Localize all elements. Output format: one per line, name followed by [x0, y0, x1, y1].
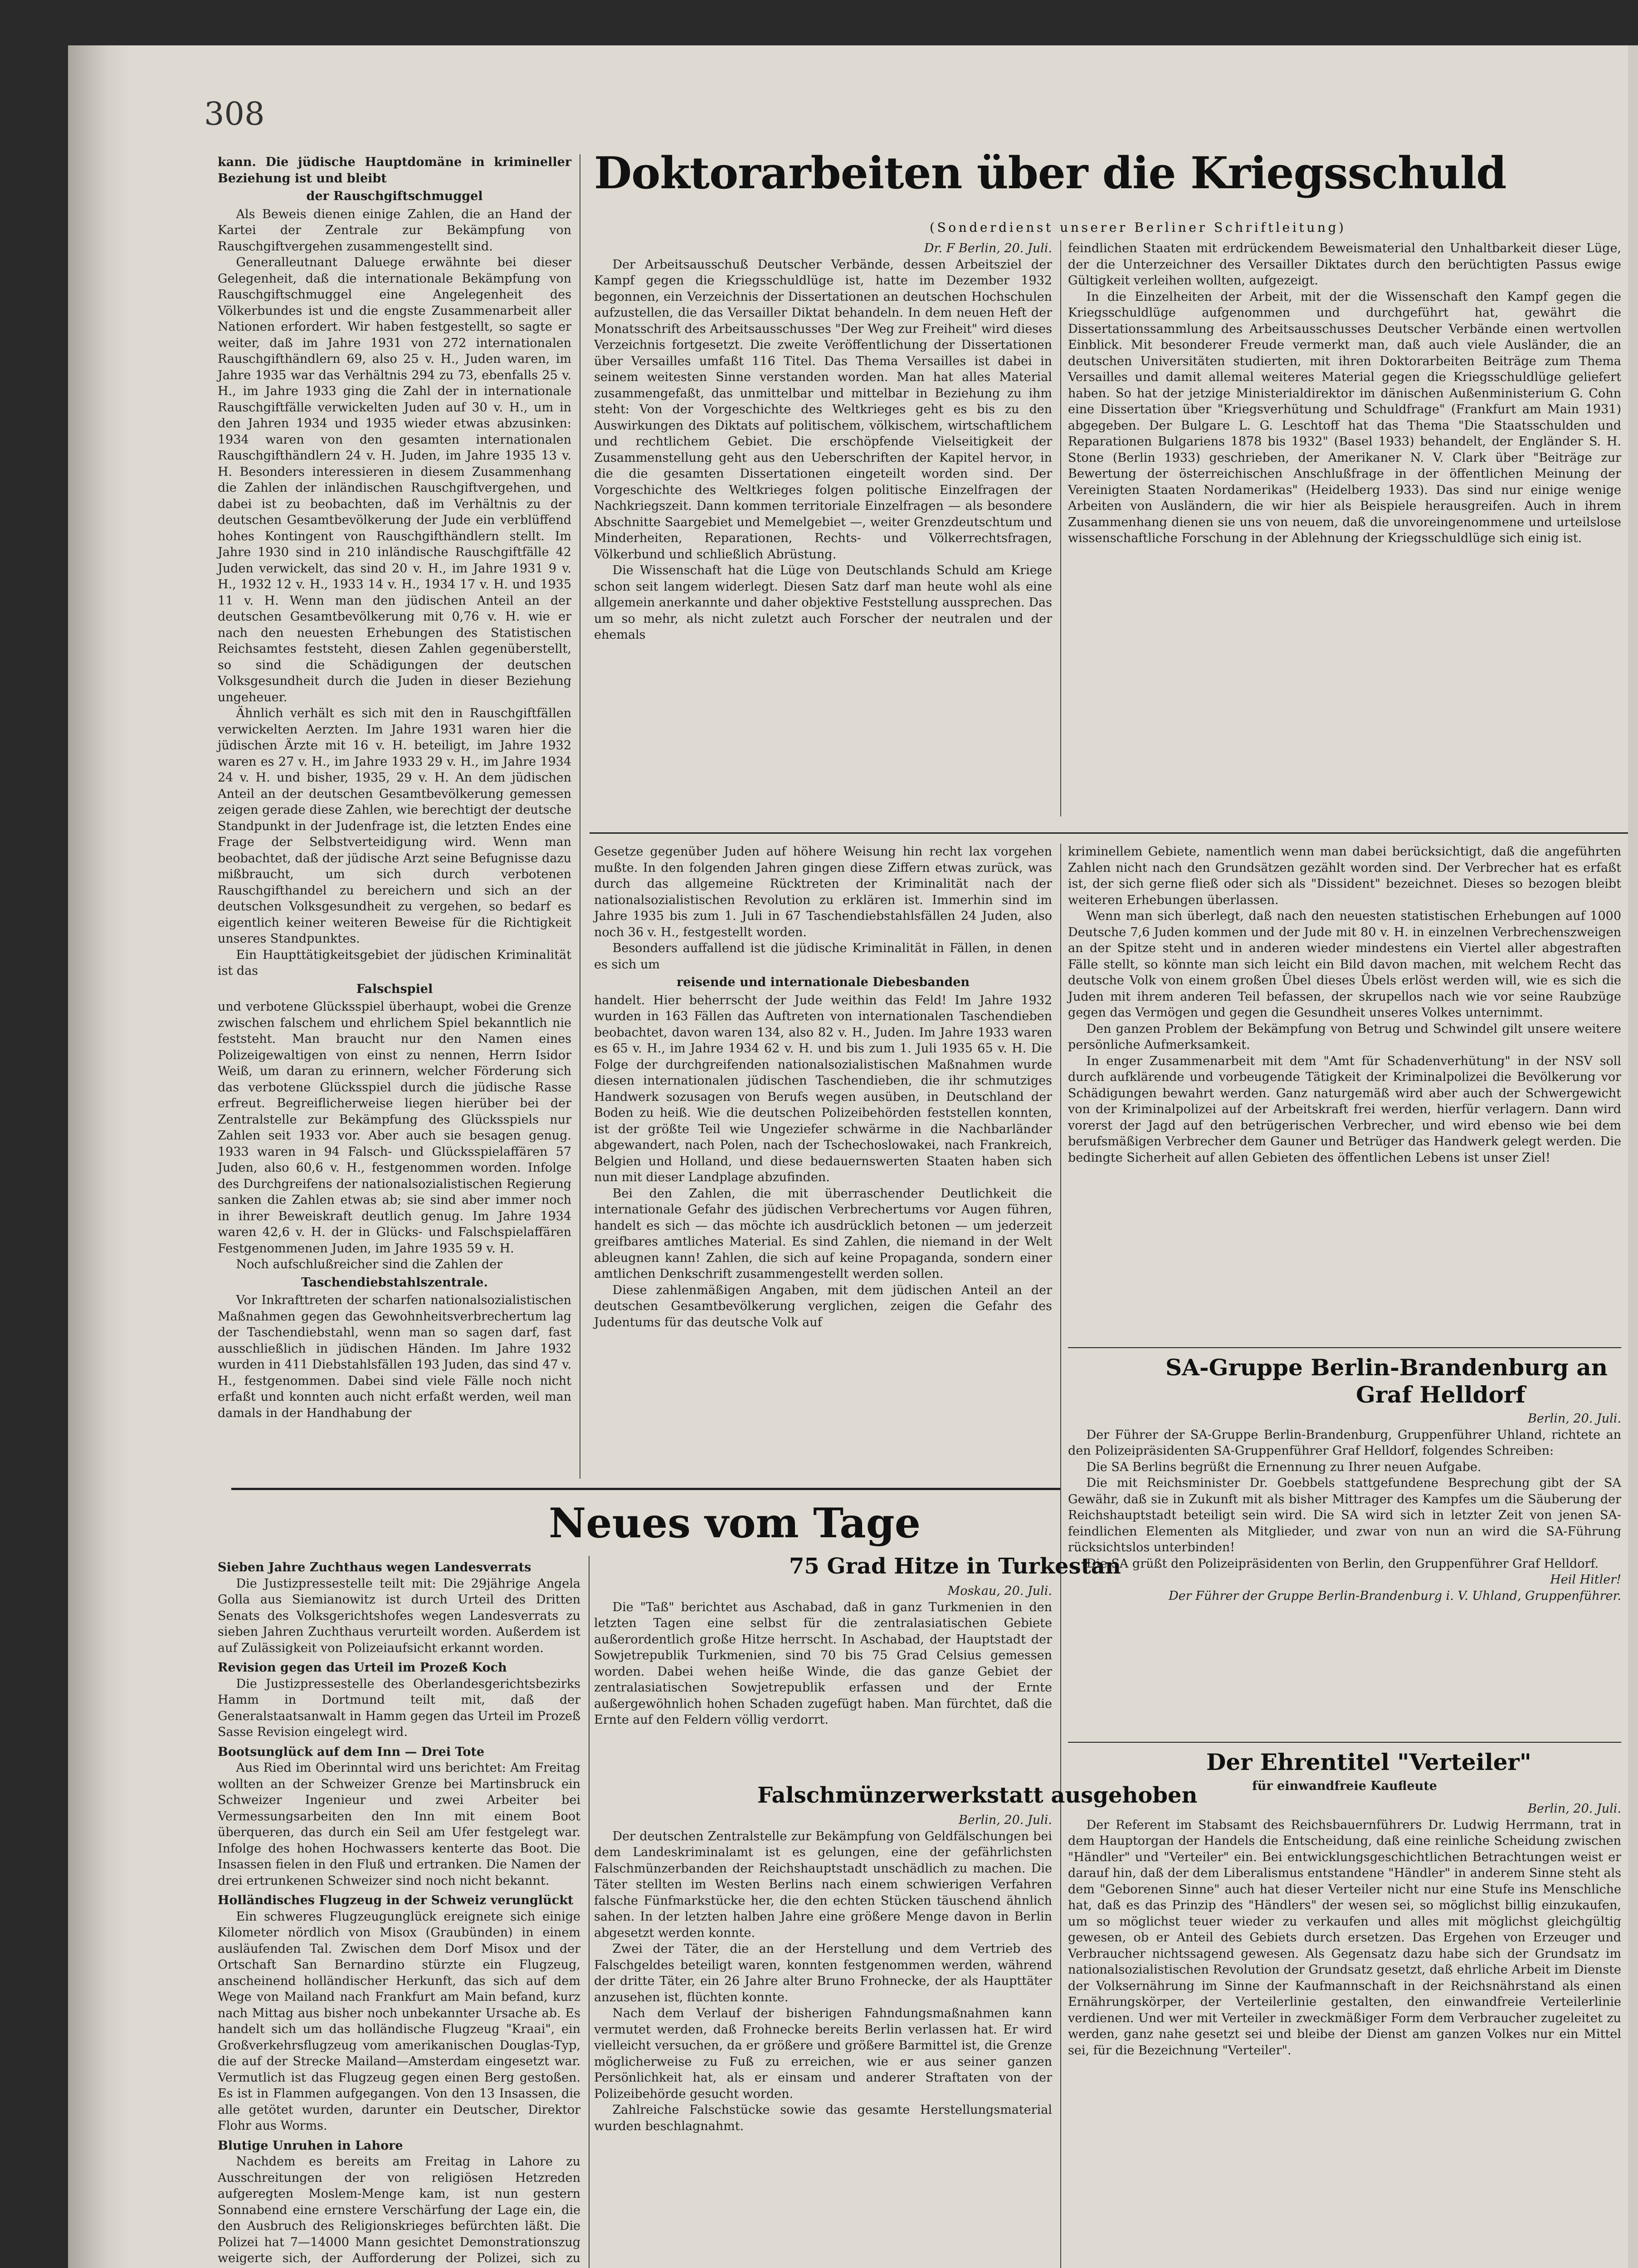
- dateline: Berlin, 20. Juli.: [958, 1813, 1052, 1827]
- section-rule: [1068, 1742, 1621, 1743]
- paragraph: Wenn man sich überlegt, daß nach den neuesten statistischen Erhebungen auf 1000 Deutsche 7,6 Juden kommen und der Jude mit 80 v. H. in einzelnen Verbrechenszweigen an der Spitze steht und in anderen wieder mindestens ein Viertel aller abgestraften Fälle stellt, so könnte man sich leicht ein Bild davon machen, mit welchem Recht das deutsche Volk von einem großen Übel dieses Übels erlöst werden will, wie es sich die Juden mit ihrem anderen Teil befassen, der skrupellos nach wie vor seine Raubzüge gegen das Vermögen und gegen die Gesundheit unseres Volkes unternimmt.: [1068, 909, 1621, 1020]
- paragraph: In enger Zusammenarbeit mit dem "Amt für Schadenverhütung" in der NSV soll durch aufklärende und vorbeugende Tätigkeit der Kriminalpolizei die Bevölkerung vor Schädigungen bewahrt werden. Ganz naturgemäß wird aber auch der Schwergewicht von der Kriminalpolizei auf der Arbeitskraft frei werden, hierfür verlagern. Dann wird vorerst der Jagd auf den betrügerischen Verbrecher, und wird ebenso wie bei dem berufsmäßigen Verbrecher dem Gauner und Betrüger das Handwerk gelegt werden. Die bedingte Sicherheit auf allen Gebieten des öffentlichen Lebens ist unser Ziel!: [1068, 1054, 1621, 1165]
- paragraph: Ein Haupttätigkeitsgebiet der jüdischen Kriminalität ist das: [218, 948, 571, 978]
- paragraph: Nach dem Verlauf der bisherigen Fahndungsmaßnahmen kann vermutet werden, daß Frohnecke bereits Berlin verlassen hat. Er wird vielleicht versuchen, da er größere und größere Barmittel ist, die Grenze möglicherweise zu Fuß zu erreichen, wie er aus seiner ganzen Persönlichkeit hat, als er einsam und anderer Straftaten von der Polizeibehörde gesucht worden.: [594, 2006, 1052, 2101]
- paragraph: Ähnlich verhält es sich mit den in Rauschgiftfällen verwickelten Aerzten. Im Jahre 1931 waren hier die jüdischen Ärzte mit 16 v. H. beteiligt, im Jahre 1932 waren es 27 v. H., im Jahre 1933 29 v. H., im Jahre 1934 24 v. H. und bisher, 1935, 29 v. H. An dem jüdischen Anteil an der deutschen Gesamtbevölkerung gemessen zeigen gerade diese Zahlen, wie berechtigt der deutsche Standpunkt in der Judenfrage ist, die letzten Endes eine Frage der Selbstverteidigung wird. Wenn man beobachtet, daß der jüdische Arzt seine Befugnisse dazu mißbraucht, um sich durch verbotenen Rauschgifthandel zu bereichern und sich an der deutschen Volksgesundheit zu vergehen, so bedarf es eigentlich keiner weiteren Beweise für die Richtigkeit unseres Standpunktes.: [218, 706, 571, 946]
- news-item-text: Aus Ried im Oberinntal wird uns berichtet: Am Freitag wollten an der Schweizer Grenze bei Martinsbruck ein Schweizer Ingenieur und zwei Arbeiter bei Vermessungsarbeiten den Inn mit einem Boot überqueren, das durch ein Seil am Ufer festgelegt war. Infolge des hohen Hochwassers kenterte das Boot. Die Insassen fielen in den Fluß und ertranken. Die Namen der drei ertrunkenen Schweizer sind noch nicht bekannt.: [218, 1761, 580, 1888]
- headline-falschmuenzer: Falschmünzerwerkstatt ausgehoben: [757, 1783, 1198, 1808]
- paragraph: feindlichen Staaten mit erdrückendem Beweismaterial den Unhaltbarkeit dieser Lüge, der die Unterzeichner des Versailler Diktates durch den berüchtigten Passus ewige Gültigkeit verleihen wollten, aufgezeigt.: [1068, 241, 1621, 288]
- dateline: Berlin, 20. Juli.: [1527, 1802, 1621, 1816]
- news-item-heading: Bootsunglück auf dem Inn — Drei Tote: [218, 1745, 485, 1759]
- neues-column-a: [218, 1556, 580, 2268]
- subheading-taschendiebstahl: Taschendiebstahlszentrale.: [301, 1275, 488, 1290]
- subheading-rauschgift: der Rauschgiftschmuggel: [306, 189, 483, 203]
- news-item-heading: Holländisches Flugzeug in der Schweiz verunglückt: [218, 1893, 574, 1907]
- signature: Der Führer der Gruppe Berlin-Brandenburg i. V. Uhland, Gruppenführer.: [1168, 1589, 1621, 1603]
- news-items-list: [218, 1559, 580, 2268]
- crime-continuation-column-a: [594, 844, 1052, 1476]
- paragraph: In die Einzelheiten der Arbeit, mit der die Wissenschaft den Kampf gegen die Kriegsschuldlüge aufgenommen und durchgeführt hat, gewährt die Dissertationssammlung des Arbeitsausschusses Deutscher Verbände einen wertvollen Einblick. Mit besonderer Freude vermerkt man, daß auch viele Ausländer, die an deutschen Universitäten studierten, mit ihren Doktorarbeiten Beiträge zum Thema Versailles und damit allemal weiteres Material gegen die Kriegsschuldlüge geliefert haben. So hat der jetzige Ministerialdirektor im dänischen Außenministerium G. Cohn eine Dissertation über "Kriegsverhütung und Schuldfrage" (Frankfurt am Main 1931) abgegeben. Der Bulgare L. G. Leschtoff hat das Thema "Die Staatsschulden und Reparationen Bulgariens 1878 bis 1932" (Basel 1933) behandelt, der Engländer S. H. Stone (Berlin 1933) geschrieben, der Amerikaner N. V. Clark über "Beiträge zur Bewertung der österreichischen Anschlußfrage in der öffentlichen Meinung der Vereinigten Staaten Nordamerikas" (Heidelberg 1933). Das sind nur einige wenige Arbeiten von Ausländern, die wir hier als Beispiele herausgreifen. Auch in ihrem Zusammenhang dienen sie uns von neuem, daß die unvoreingenommene und urteilslose wissenschaftliche Forschung in der Ablehnung der Kriegsschuldlüge sich einig ist.: [1068, 289, 1621, 545]
- closing-salute: Heil Hitler!: [1550, 1573, 1621, 1587]
- column-left-crime-article: [218, 154, 571, 1420]
- paragraph: Der Referent im Stabsamt des Reichsbauernführers Dr. Ludwig Herrmann, trat in dem Hauptorgan der Handels die Entscheidung, daß eine reinliche Scheidung zwischen "Händler" und "Verteiler" ein. Bei entwicklungsgeschichtlichen Betrachtungen weist er darauf hin, daß der dem Liberalismus entstandene "Händler" in anderem Sinne steht als dem "Geborenen Sinne" auch hat dieser Verteiler nicht nur eine Stufe ins Menschliche hat, daß es das Prinzip des "Händlers" der wesen sei, so möglichst billig einzukaufen, um so möglichst teuer wieder zu verkaufen und alles mit möglichst gleichgültig gewesen, ob er Anteil des Gebiets durch ersetzen. Das Ergehen von Erzeuger und Verbraucher nichtssagend gewesen. Als Gegensatz dazu habe sich der Grundsatz im nationalsozialistischen Revolution der Grundsatz gesetzt, daß ehrliche Arbeit im Dienste der Volksernährung im Sinne der Kaufmannschaft in der Reichsnährstand als einen Ernährungskörper, der Verteilerlinie gestalten, den einwandfreie Verteilerlinie verdienen. Und wer mit Verteiler in zweckmäßiger Form dem Verbraucher zugeleitet zu werden, ganz nahe gesetzt sei und bleibe der Dienst am ganzen Volkes nur ein Mittel sei, für die Bezeichnung "Verteiler".: [1068, 1818, 1621, 2058]
- newspaper-page: [68, 45, 1638, 2268]
- sa-article: [1068, 1411, 1621, 1737]
- column-rule: [1060, 240, 1061, 816]
- paragraph: Besonders auffallend ist die jüdische Kriminalität in Fällen, in denen es sich um: [594, 941, 1052, 972]
- dateline: Moskau, 20. Juli.: [947, 1584, 1052, 1598]
- headline-doktorarbeiten: Doktorarbeiten über die Kriegsschuld: [594, 147, 1506, 199]
- doktor-column-a: [594, 240, 1052, 821]
- section-rule: [1068, 1347, 1621, 1348]
- news-item-text: Die Justizpressestelle des Oberlandesgerichtsbezirks Hamm in Dortmund teilt mit, daß der Generalstaatsanwalt in Hamm gegen das Urteil im Prozeß Sasse Revision eingelegt wird.: [218, 1677, 581, 1739]
- headline-graf-helldorf: Graf Helldorf: [1356, 1381, 1526, 1408]
- paragraph: Die mit Reichsminister Dr. Goebbels stattgefundene Besprechung gibt der SA Gewähr, daß sie in Zukunft mit als bisher Mittrager des Kampfes um die Säuberung der Reichshauptstadt beteiligt sein wird. Die SA wird sich in letzter Zeit von jenen SA-feindlichen Elementen als Mitglieder, und zwar von nun an wird die SA-Führung rücksichtslos unterbinden!: [1068, 1476, 1621, 1554]
- news-item-text: Nachdem es bereits am Freitag in Lahore zu Ausschreitungen der von religiösen Hetzreden aufgeregten Moslem-Menge kam, ist nun gestern Sonnabend eine ernstere Verschärfung der Lage ein, die den Ausbruch des Religionskrieges befürchten läßt. Die Polizei hat 7—14000 Mann gesichtet Demonstrationszug weigerte sich, der Aufforderung der Polizei, sich zu: [218, 2155, 580, 2265]
- paragraph: und verbotene Glücksspiel überhaupt, wobei die Grenze zwischen falschem und ehrlichem Spiel bekanntlich nie feststeht. Man braucht nur den Namen eines Polizeigewaltigen von einst zu nennen, Herrn Isidor Weiß, um daran zu erinnern, welcher Förderung sich das verbotene Glücksspiel durch die jüdische Rasse erfreut. Begreiflicherweise liegen hierüber bei der Zentralstelle zur Bekämpfung des Glücksspiels nur Zahlen seit 1933 vor. Aber auch sie besagen genug. 1933 waren in 94 Falsch- und Glücksspielaffären 57 Juden, also 60,6 v. H., festgenommen worden. Infolge des Durchgreifens der nationalsozialistischen Regierung sanken die Zahlen etwas ab; sie sind aber immer noch in ihrer Beweiskraft deutlich genug. Im Jahre 1934 waren 42,6 v. H. der in Glücks- und Falschspielaffären Festgenommenen Juden, im Jahre 1935 59 v. H.: [218, 1000, 571, 1256]
- subtitle: für einwandfreie Kaufleute: [1252, 1779, 1437, 1793]
- ehren-article: [1068, 1801, 1621, 2263]
- paragraph: Gesetze gegenüber Juden auf höhere Weisung hin recht lax vorgehen mußte. In den folgenden Jahren gingen diese Ziffern etwas zurück, was durch das allgemeine Rücktreten der Kriminalität nach der nationalsozialistischen Revolution zu erklären ist. Immerhin sind im Jahre 1935 bis zum 1. Juli in 67 Taschendiebstahlsfällen 24 Juden, also noch 36 v. H., festgestellt worden.: [594, 845, 1052, 939]
- news-item-heading: Revision gegen das Urteil im Prozeß Koch: [218, 1661, 507, 1675]
- news-item-text: Die Justizpressestelle teilt mit: Die 29jährige Angela Golla aus Siemianowitz ist durch Urteil des Dritten Senats des Volksgerichtshofes wegen Landesverrats zu sieben Jahren Zuchthaus verurteilt worden. Außerdem ist auf Zulässigkeit von Polizeiaufsicht erkannt worden.: [218, 1576, 580, 1655]
- paragraph: handelt. Hier beherrscht der Jude weithin das Feld! Im Jahre 1932 wurden in 163 Fällen das Auftreten von internationalen Taschendieben beobachtet, davon waren 134, also 82 v. H., Juden. Im Jahre 1933 waren es 65 v. H., im Jahre 1934 62 v. H. und bis zum 1. Juli 1935 65 v. H. Die Folge der durchgreifenden nationalsozialistischen Maßnahmen wurde diesen internationalen jüdischen Taschendieben, die ihr schmutziges Handwerk sozusagen von Berufs wegen ausüben, in Deutschland der Boden zu heiß. Wie die deutschen Polizeibehörden feststellen konnten, ist der größte Teil wie Ungeziefer schwärme in die Nachbarländer abgewandert, nach Polen, nach der Tschechoslowakei, nach Frankreich, Belgien und Holland, und diese bedauernswerten Staaten haben sich nun mit dieser Landplage abzufinden.: [594, 993, 1052, 1184]
- paragraph: kriminellem Gebiete, namentlich wenn man dabei berücksichtigt, daß die angeführten Zahlen nicht nach den Grundsätzen gezählt worden sind. Der Verbrecher hat es erfaßt ist, der sich gerne fließ oder sich als "Dissident" bezeichnet. Dieses so bezogen bleibt weiteren Erhebungen überlassen.: [1068, 845, 1621, 907]
- page-fold-shadow: [68, 45, 132, 2268]
- paragraph: Die "Taß" berichtet aus Aschabad, daß in ganz Turkmenien in den letzten Tagen eine selbst für die zentralasiatischen Gebiete außerordentlich große Hitze herrscht. In Aschabad, der Hauptstadt der Sowjetrepublik Turkmenien, sind 70 bis 75 Grad Celsius gemessen worden. Dabei wehen heiße Winde, die das ganze Gebiet der zentralasiatischen Sowjetrepublik erfassen und der Ernte außergewöhnlich hohen Schaden zugefügt haben. Man fürchtet, daß die Ernte auf den Feldern völlig verdorrt.: [594, 1600, 1052, 1727]
- paragraph: Diese zahlenmäßigen Angaben, mit dem jüdischen Anteil an der deutschen Gesamtbevölkerung verglichen, zeigen die Gefahr des Judentums für das deutsche Volk auf: [594, 1283, 1052, 1330]
- paragraph: Die SA Berlins begrüßt die Ernennung zu Ihrer neuen Aufgabe.: [1086, 1460, 1482, 1474]
- paragraph: Als Beweis dienen einige Zahlen, die an Hand der Kartei der Zentrale zur Bekämpfung von Rauschgiftvergehen zusammengestellt sind.: [218, 207, 571, 254]
- doktor-column-b: [1068, 240, 1621, 821]
- headline-sa-gruppe: SA-Gruppe Berlin-Brandenburg an: [1165, 1354, 1608, 1381]
- news-item-heading: Sieben Jahre Zuchthaus wegen Landesverrats: [218, 1560, 531, 1574]
- headline-turkestan: 75 Grad Hitze in Turkestan: [789, 1554, 1121, 1579]
- falsch-article: [594, 1812, 1052, 2268]
- adjacent-page-edge: [1628, 45, 1638, 2268]
- dateline: Dr. F Berlin, 20. Juli.: [924, 241, 1052, 255]
- subtitle-sonderdienst: (Sonderdienst unserer Berliner Schriftleitung): [930, 220, 1346, 235]
- news-item-text: Ein schweres Flugzeugunglück ereignete sich einige Kilometer nördlich von Misox (Graubünden) in einem ausläufenden Tal. Zwischen dem Dorf Misox und der Ortschaft San Bernardino stürzte ein Flugzeug, anscheinend holländischer Herkunft, das sich auf dem Wege von Mailand nach Frankfurt am Main befand, kurz nach Mittag aus bisher noch unbekannter Ursache ab. Es handelt sich um das holländische Flugzeug "Kraai", ein Großverkehrsflugzeug vom amerikanischen Douglas-Typ, die auf der Strecke Mailand—Amsterdam eingesetzt war. Vermutlich ist das Flugzeug gegen einen Berg gestoßen. Es ist in Flammen aufgegangen. Von den 13 Insassen, die alle getötet wurden, darunter ein Deutscher, Direktor Flohr aus Worms.: [218, 1909, 580, 2133]
- paragraph: Die Wissenschaft hat die Lüge von Deutschlands Schuld am Kriege schon seit langem widerlegt. Diesen Satz darf man heute wohl als eine allgemein anerkannte und daher objektive Feststellung aussprechen. Das um so mehr, als nicht zuletzt auch Forscher der neutralen und der ehemals: [594, 563, 1052, 642]
- paragraph: Den ganzen Problem der Bekämpfung von Betrug und Schwindel gilt unsere weitere persönliche Aufmerksamkeit.: [1068, 1022, 1621, 1052]
- paragraph: Zwei der Täter, die an der Herstellung und dem Vertrieb des Falschgeldes beteiligt waren, konnten festgenommen werden, während der dritte Täter, ein 26 Jahre alter Bruno Frohnecke, der als Haupttäter anzusehen ist, flüchten konnte.: [594, 1942, 1052, 2004]
- paragraph: Die SA grüßt den Polizeipräsidenten von Berlin, den Gruppenführer Graf Helldorf.: [1086, 1556, 1599, 1571]
- paragraph: Generalleutnant Daluege erwähnte bei dieser Gelegenheit, daß die internationale Bekämpfung von Rauschgiftschmuggel eine Angelegenheit des Völkerbundes ist und die engste Zusammenarbeit aller Nationen erfordert. Wir haben festgestellt, so sagte er weiter, daß im Jahre 1931 von 272 internationalen Rauschgifthändlern 69, also 25 v. H., Juden waren, im Jahre 1935 war das Verhältnis 294 zu 73, ebenfalls 25 v. H., im Jahre 1933 ging die Zahl der in internationale Rauschgiftfälle verwickelten Juden auf 30 v. H., um in den Jahren 1934 und 1935 wieder etwas abzusinken: 1934 waren von den gesamten internationalen Rauschgifthändlern 24 v. H. Juden, im Jahre 1935 13 v. H. Besonders interessieren in diesem Zusammenhang die Zahlen der inländischen Rauschgiftvergehen, und dabei ist zu beobachten, daß im Verhältnis zu der deutschen Gesamtbevölkerung der Jude ein verblüffend hohes Kontingent von Rauschgifthändlern stellt. Im Jahre 1930 sind in 210 inländische Rauschgiftfälle 42 Juden verwickelt, das sind 20 v. H., im Jahre 1931 9 v. H., 1932 12 v. H., 1933 14 v. H., 1934 17 v. H. und 1935 11 v. H. Wenn man den jüdischen Anteil an der deutschen Gesamtbevölkerung mit 0,76 v. H. wie er nach den neuesten Erhebungen des Statistischen Reichsamtes feststeht, diesen Zahlen gegenüberstellt, so sind die Schädigungen der deutschen Volksgesundheit durch die Juden in dieser Beziehung ungeheuer.: [218, 255, 571, 704]
- headline-neues-vom-tage: Neues vom Tage: [549, 1499, 921, 1547]
- page-number: 308: [204, 95, 265, 132]
- paragraph: Der Arbeitsausschuß Deutscher Verbände, dessen Arbeitsziel der Kampf gegen die Kriegsschuldlüge ist, hatte im Dezember 1932 begonnen, ein Verzeichnis der Dissertationen an deutschen Hochschulen aufzustellen, die das Versailler Diktat behandeln. In dem neuen Heft der Monatsschrift des Arbeitsausschusses "Der Weg zur Freiheit" wird dieses Verzeichnis fortgesetzt. Die zweite Veröffentlichung der Dissertationen über Versailles umfaßt 116 Titel. Das Thema Versailles ist dabei in seinem weitesten Sinne verstanden worden. Man hat alles Material zusammengefaßt, das unmittelbar und mittelbar in Beziehung zu ihm steht: Von der Vorgeschichte des Weltkrieges geht es bis zu den Auswirkungen des Diktats auf politischem, völkischem, wirtschaftlichem und rechtlichem Gebiet. Die erschöpfende Vielseitigkeit der Zusammenstellung geht aus den Ueberschriften der Kapitel hervor, in die die gesamten Dissertationen eingeteilt worden sind. Der Vorgeschichte des Weltkrieges folgen politische Einzelfragen der Nachkriegszeit. Dann kommen territoriale Einzelfragen — als besondere Abschnitte Saargebiet und Memelgebiet —, weiter Grenzdeutschtum und Minderheiten, Reparationen, Rechts- und Völkerrechtsfragen, Völkerbund und schließlich Abrüstung.: [594, 257, 1052, 562]
- headline-ehrentitel: Der Ehrentitel "Verteiler": [1206, 1749, 1531, 1775]
- dateline: Berlin, 20. Juli.: [1527, 1412, 1621, 1426]
- paragraph: Noch aufschlußreicher sind die Zahlen der: [236, 1257, 503, 1271]
- news-item-heading: Blutige Unruhen in Lahore: [218, 2138, 403, 2153]
- paragraph: Zahlreiche Falschstücke sowie das gesamte Herstellungsmaterial wurden beschlagnahmt.: [594, 2103, 1052, 2133]
- paragraph: Vor Inkrafttreten der scharfen nationalsozialistischen Maßnahmen gegen das Gewohnheitsverbrechertum lag der Taschendiebstahl, wenn man so sagen darf, fast ausschließlich in jüdischen Händen. Im Jahre 1932 wurden in 411 Diebstahlsfällen 193 Juden, das sind 47 v. H., festgenommen. Dabei sind viele Fälle noch nicht erfaßt und konnten auch nicht erfaßt werden, weil man damals in der Handhabung der: [218, 1293, 571, 1420]
- paragraph: Der deutschen Zentralstelle zur Bekämpfung von Geldfälschungen bei dem Landeskriminalamt ist es gelungen, eine der gefährlichsten Falschmünzerbanden der Reichshauptstadt unschädlich zu machen. Die Täter stellten im Westen Berlins nach einem schwierigen Verfahren falsche Fünfmarkstücke her, die den echten Stücken täuschend ähnlich sahen. In der letzten halben Jahre eine größere Menge davon in Berlin abgesetzt werden konnte.: [594, 1829, 1052, 1940]
- column-rule: [589, 1556, 590, 2268]
- crime-continuation-column-b: [1068, 844, 1621, 1338]
- paragraph: Bei den Zahlen, die mit überraschender Deutlichkeit die internationale Gefahr des jüdischen Verbrechertums vor Augen führen, handelt es sich — das möchte ich ausdrücklich betonen — um jederzeit greifbares amtliches Material. Es sind Zahlen, die niemand in der Welt ableugnen kann! Zahlen, die sich auf keine Propaganda, sondern einer amtlichen Denkschrift zusammengestellt werden sollen.: [594, 1186, 1052, 1281]
- subheading-diebesbanden: reisende und internationale Diebesbanden: [676, 975, 970, 989]
- section-rule-thick: [231, 1488, 1060, 1490]
- intro-text: kann. Die jüdische Hauptdomäne in krimineller Beziehung ist und bleibt: [218, 155, 571, 186]
- paragraph: Der Führer der SA-Gruppe Berlin-Brandenburg, Gruppenführer Uhland, richtete an den Polizeipräsidenten SA-Gruppenführer Graf Helldorf, folgendes Schreiben:: [1068, 1427, 1621, 1458]
- section-rule: [590, 832, 1628, 834]
- turkestan-article: [594, 1583, 1052, 1778]
- subheading-falschspiel: Falschspiel: [356, 982, 433, 996]
